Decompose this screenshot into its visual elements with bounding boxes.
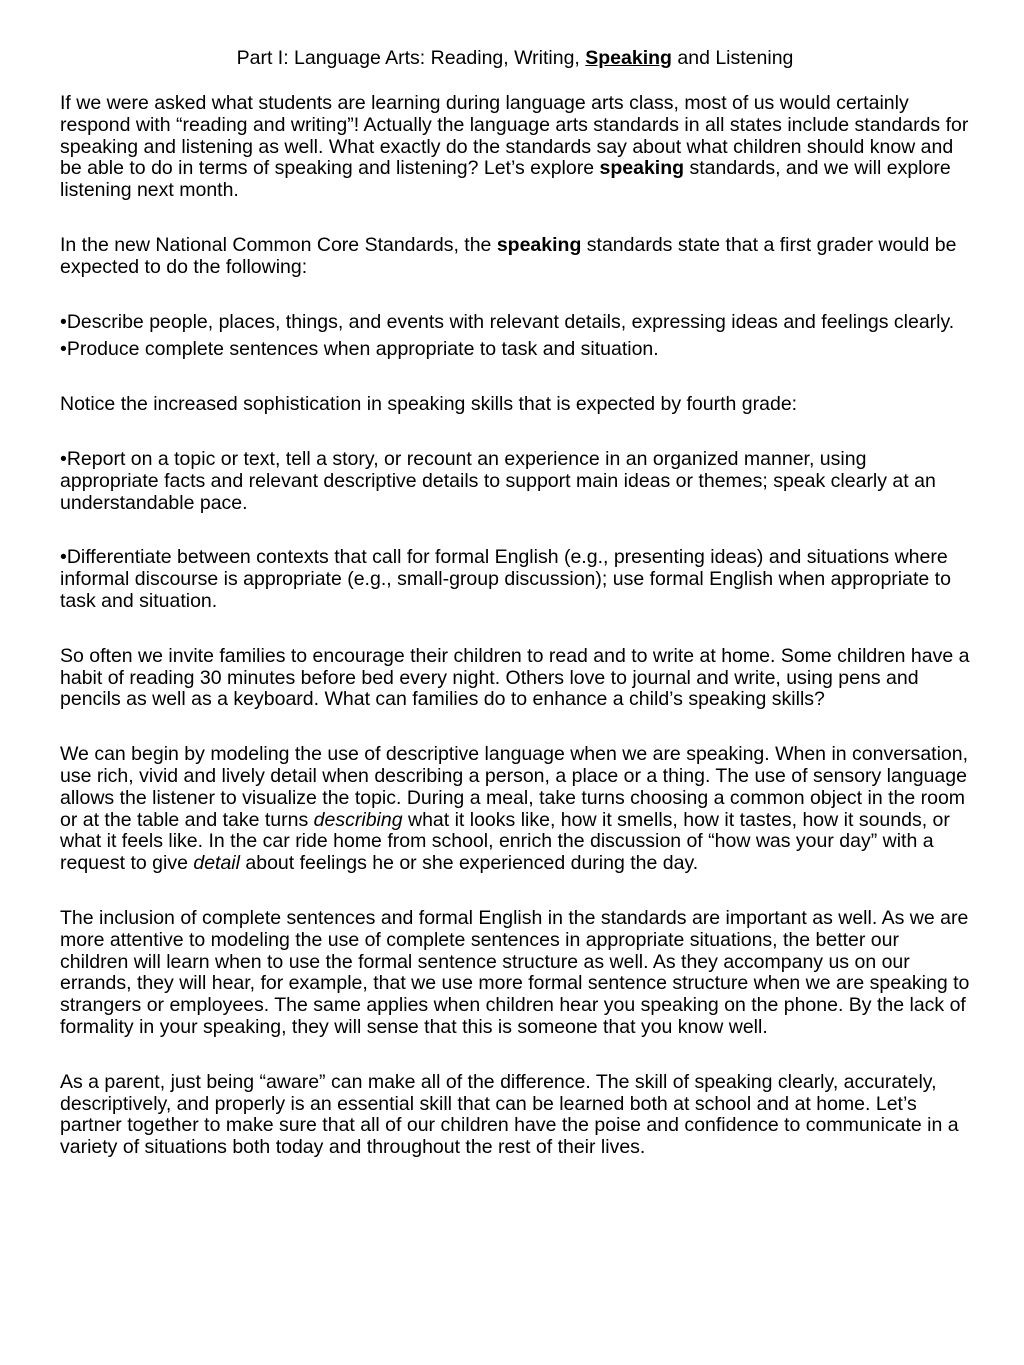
title-emphasis: Speaking <box>585 47 672 69</box>
intro-text-end: standards, and we will explore listening next month. <box>60 157 951 202</box>
fourth-grade-paragraph: Notice the increased sophistication in speaking skills that is expected by fourth grade: <box>60 393 798 416</box>
intro-paragraph <box>60 93 970 202</box>
closing-paragraph: As a parent, just being “aware” can make all of the difference. The skill of speaking clearly, accurately, descriptively, and properly is an essential skill that can be learned both at school and at home. Let’s partner together to make sure that all of our children have the poise and confidence to communicate in a variety of situations both today and throughout the rest of their lives. <box>60 1070 959 1159</box>
modeling-italic-describing: describing <box>313 808 403 831</box>
first-grade-bullet: •Describe people, places, things, and events with relevant details, expressing ideas and feelings clearly. <box>60 310 955 333</box>
formal-english-paragraph: The inclusion of complete sentences and formal English in the standards are important as well. As we are more attentive to modeling the use of complete sentences in appropriate situations, the better our children will learn when to use the formal sentence structure as well. As they accompany us on our errands, they will hear, for example, that we use more formal sentence structure when we are speaking to strangers or employees. The same applies when children hear you speaking on the phone. By the lack of formality in your speaking, they will sense that this is someone that you know well. <box>60 906 970 1038</box>
title-suffix: and Listening <box>671 47 794 69</box>
first-grade-text-end: standards state that a first grader would be expected to do the following: <box>60 233 957 278</box>
intro-text-start: If we were asked what students are learning during language arts class, most of us would certainly respond with “reading and writing”! Actually the language arts standards in all states include standards for speaking and listening as well. What exactly do the standards say about what children should know and be able to do in terms of speaking and listening? Let’s explore <box>60 92 969 180</box>
page-title <box>60 46 970 70</box>
fourth-grade-bullet: •Report on a topic or text, tell a story, or recount an experience in an organized manner, using appropriate facts and relevant descriptive details to support main ideas or themes; speak clearly at an understandable pace. <box>60 447 936 514</box>
first-grade-bullet: •Produce complete sentences when appropriate to task and situation. <box>60 338 659 361</box>
title-prefix: Part I: Language Arts: Reading, Writing, <box>236 47 586 69</box>
intro-bold-speaking: speaking <box>599 157 685 180</box>
modeling-text-2: what it looks like, how it smells, how it tastes, how it sounds, or what it feels like. In the car ride home from school, enrich the discussion of “how was your day” with a request to give <box>60 808 950 875</box>
families-paragraph: So often we invite families to encourage their children to read and to write at home. Some children have a habit of reading 30 minutes before bed every night. Others love to journal and write, using pens and pencils as well as a keyboard. What can families do to enhance a child’s speaking skills? <box>60 644 970 711</box>
document-page <box>60 46 970 1159</box>
first-grade-bold-speaking: speaking <box>496 233 582 256</box>
first-grade-text-start: In the new National Common Core Standards, the <box>60 233 497 256</box>
modeling-text-3: about feelings he or she experienced during the day. <box>239 852 699 875</box>
fourth-grade-bullet: •Differentiate between contexts that call for formal English (e.g., presenting ideas) and situations where informal discourse is appropriate (e.g., small-group discussion); use formal English when appropriate to task and situation. <box>60 546 951 612</box>
first-grade-paragraph <box>60 235 970 279</box>
modeling-text-1: We can begin by modeling the use of descriptive language when we are speaking. When in conversation, use rich, vivid and lively detail when describing a person, a place or a thing. The use of sensory language allows the listener to visualize the topic. During a meal, take turns choosing a common object in the room or at the table and take turns <box>60 743 969 831</box>
modeling-italic-detail: detail <box>193 852 240 875</box>
modeling-paragraph <box>60 744 970 875</box>
